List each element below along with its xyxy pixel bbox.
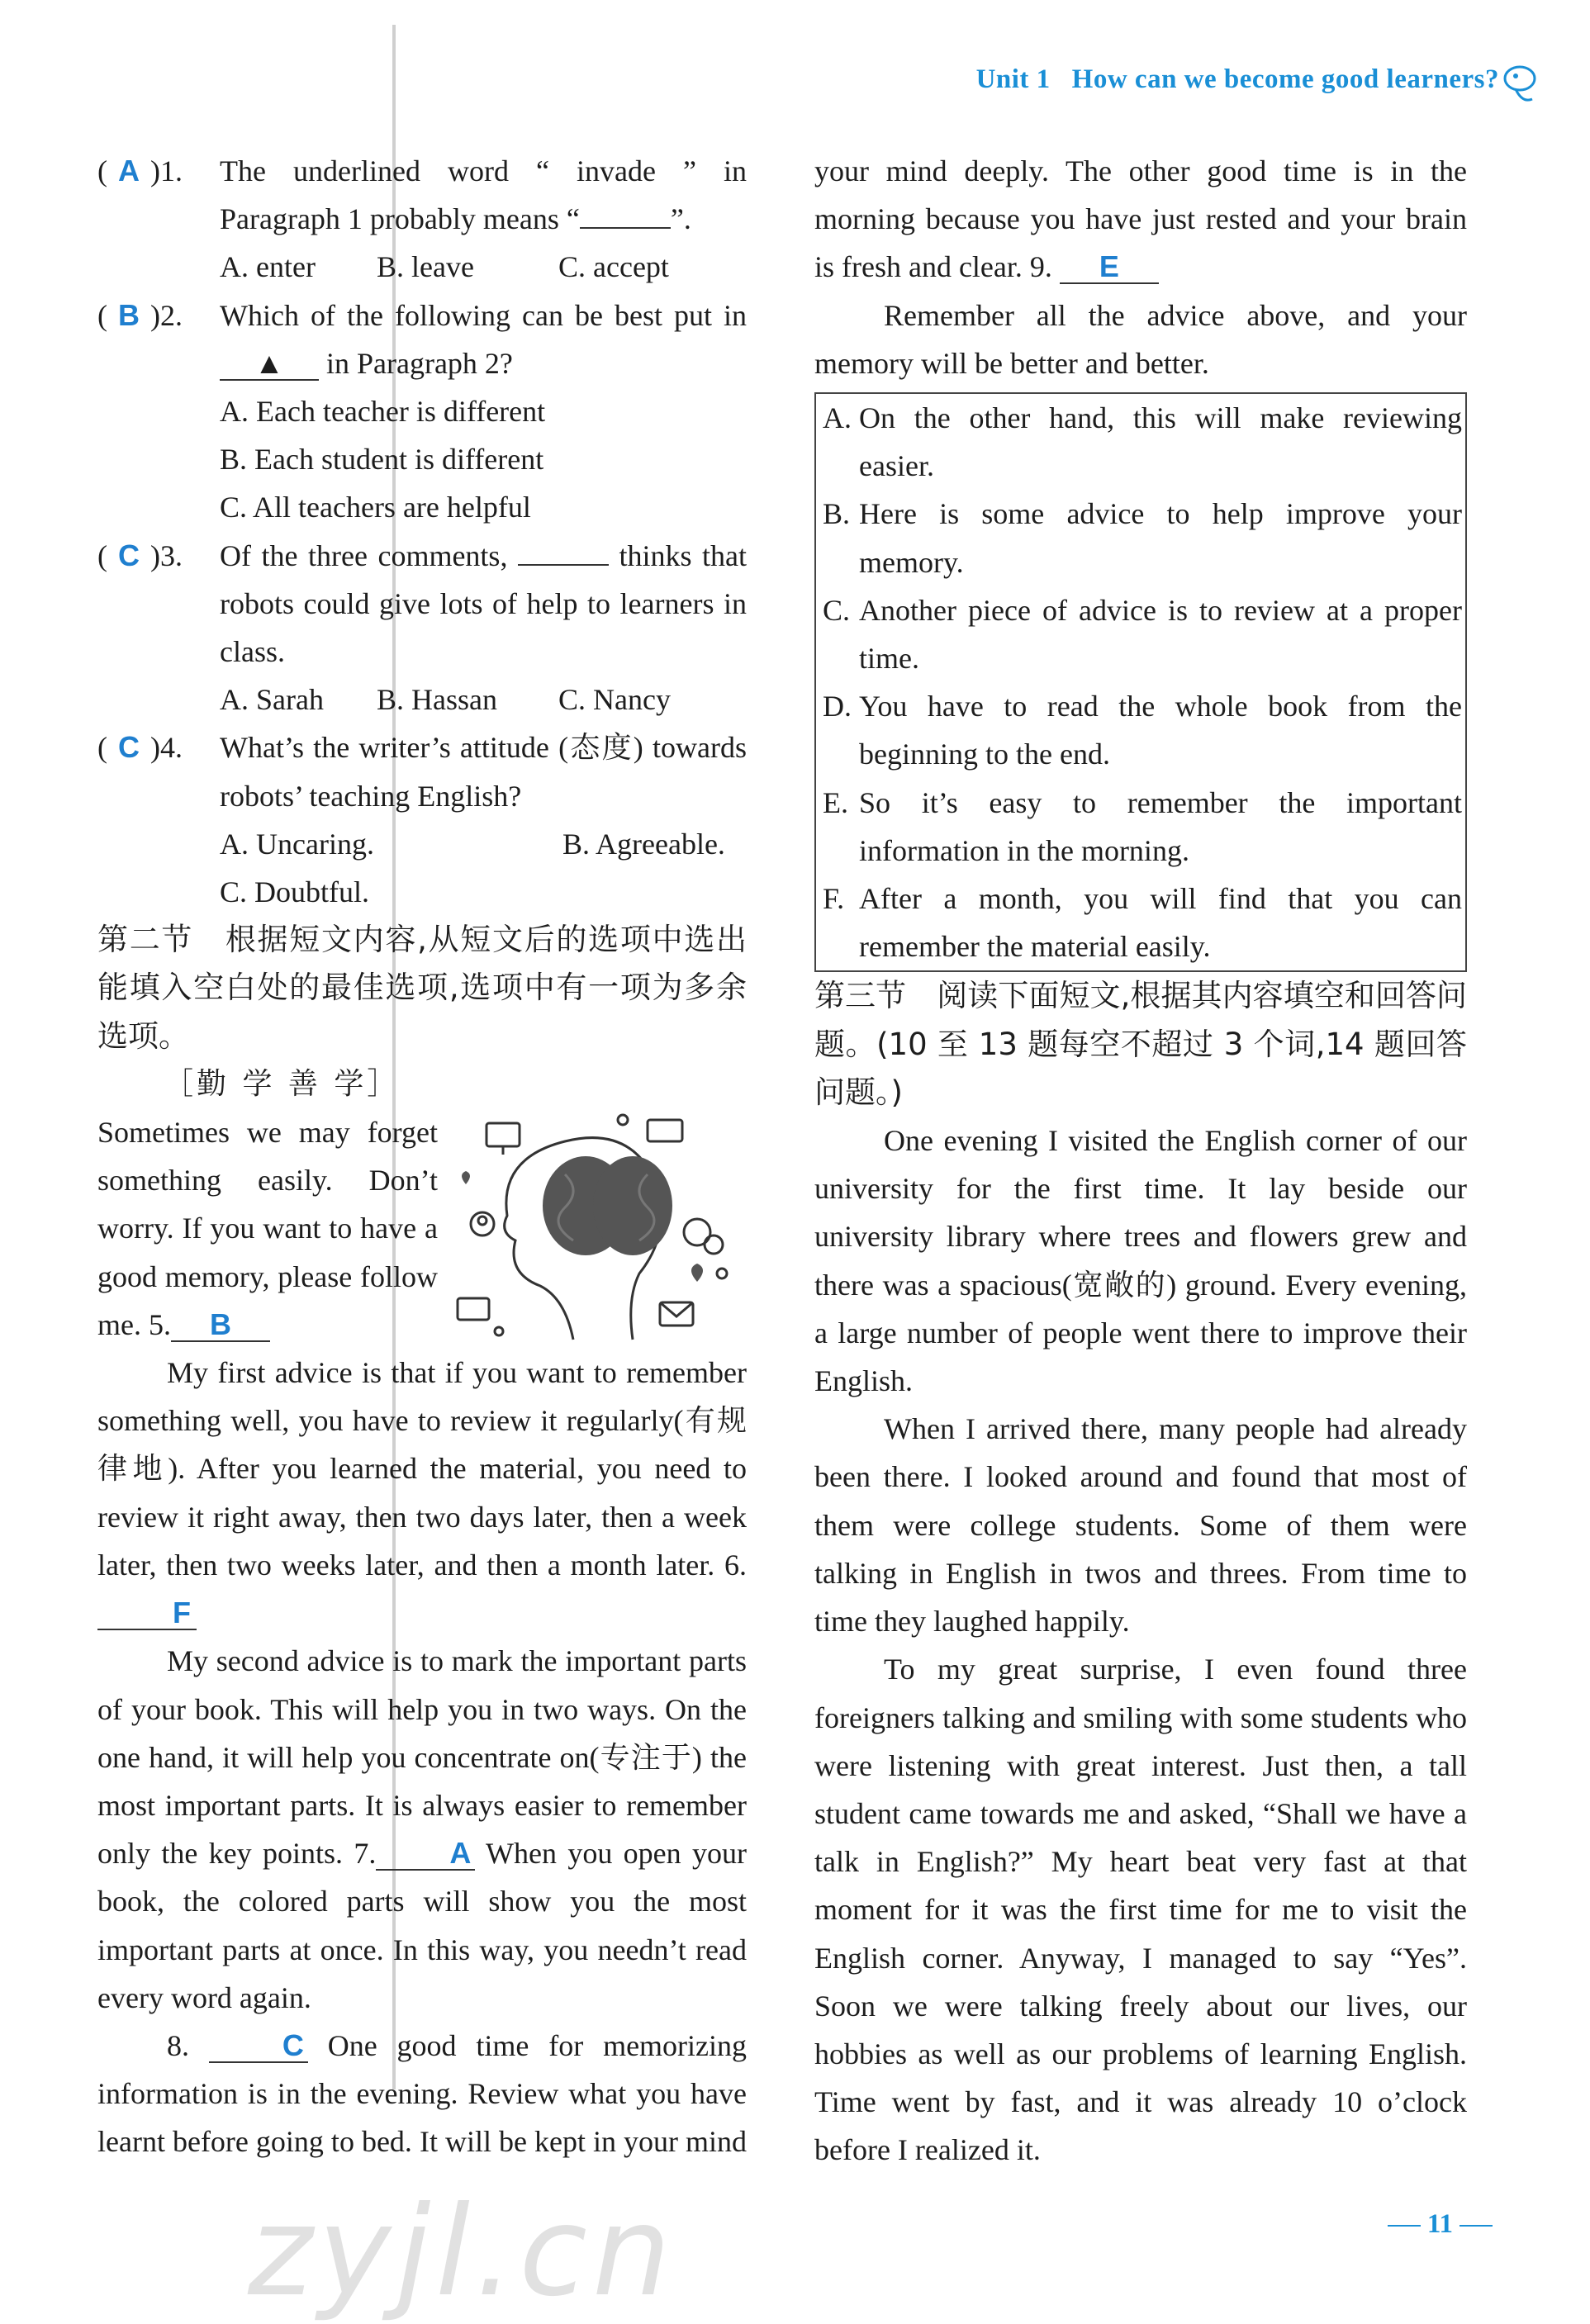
page-number: 11	[1381, 2209, 1499, 2240]
unit-label: Unit 1	[975, 64, 1051, 94]
question-1-options	[97, 243, 747, 291]
answer-8: C	[209, 2030, 308, 2063]
answer-bracket: ( C )3.	[97, 532, 183, 580]
box-option-c: C. Another piece of advice is to review at a proper time.	[823, 593, 1462, 676]
answer-6: F	[97, 1597, 197, 1630]
question-4-options	[97, 820, 747, 868]
left-column	[97, 147, 747, 2166]
option-b: B. Hassan	[377, 683, 497, 717]
section-2-paragraph-5: Remember all the advice above, and your memory will be better and better.	[814, 298, 1467, 380]
section-2-paragraph-4-start: 8. C One good time for memorizing information is in the evening. Review what you have learnt before going to bed. It will be kept in your mind	[97, 2028, 747, 2159]
box-option-d: D. You have to read the whole book from the beginning to the end.	[823, 690, 1462, 771]
answer-bracket: ( B )2.	[97, 292, 183, 339]
section-3-paragraph-1: One evening I visited the English corner of our university for the first time. It lay beside our university library where trees and flowers grew and there was a spacious(宽敞的) ground. Every evening, a large number of people went there to improve their English.	[814, 1124, 1467, 1398]
section-2-heading: 第二节 根据短文内容,从短文后的选项中选出能填入空白处的最佳选项,选项中有一项为多余选项。	[97, 922, 747, 1054]
answer-3: C	[118, 538, 140, 572]
answer-7: A	[376, 1838, 475, 1871]
option-b: B. Each student is different	[220, 443, 544, 477]
section-2-paragraph-2: My first advice is that if you want to remember something well, you have to review it regularly(有规律地). After you learned the material, you need to review it right away, then two days later, then a week later, then two weeks later, and then a month later. 6.F	[97, 1356, 747, 1630]
box-option-e: E. So it’s easy to remember the important information in the morning.	[823, 785, 1462, 867]
section-2-paragraph-3: My second advice is to mark the important parts of your book. This will help you in two ways. On the one hand, it will help you concentrate on(专注于) the most important parts. It is always easier to remember only the key points. 7. A When you open your book, the colored parts will show you the most important parts at once. In this way, you needn’t read every word again.	[97, 1644, 747, 2014]
question-2-stem: Which of the following can be best put in	[220, 298, 747, 332]
section-2-paragraph-4-end: your mind deeply. The other good time is in the morning because you have just rested and your brain is fresh and clear. 9. E	[814, 154, 1467, 284]
answer-1: A	[118, 154, 140, 187]
box-option-a: A. On the other hand, this will make reviewing easier.	[823, 401, 1462, 483]
box-option-f: F. After a month, you will find that you can remember the material easily.	[823, 882, 1462, 964]
section-2-paragraph-1: Sometimes we may forget something easily. Don’t worry. If you want to have a good memory, please follow me. 5. B	[97, 1116, 438, 1341]
question-4-stem: What’s the writer’s attitude (态度) towards robots’ teaching English?	[220, 731, 747, 813]
answer-4: C	[118, 730, 140, 765]
section-2-tag: ［勤 学 善 学］	[164, 1066, 401, 1101]
box-option-b: B. Here is some advice to help improve your memory.	[823, 497, 1462, 579]
option-b: B. Agreeable.	[562, 827, 725, 861]
question-3-stem: Of the three comments,	[220, 538, 508, 572]
answer-2: B	[118, 297, 140, 332]
blank-line	[580, 199, 671, 229]
answer-9: E	[1060, 251, 1159, 284]
option-a: A. Each teacher is different	[220, 395, 546, 429]
question-3: ( C )3. Of the three comments, thinks that robots could give lots of help to learners in class.	[97, 532, 747, 676]
section-3-paragraph-3: To my great surprise, I even found three foreigners talking and smiling with some students who were listening with great interest. Just then, a tall student came towards me and asked, “Shall we have a talk in English?” My heart beat very fast at that moment for it was the first time for me to visit the English corner. Anyway, I managed to say “Yes”. Soon we were talking freely about our lives, our hobbies as well as our problems of learning English. Time went by fast, and it was already 10 o’clock before I realized it.	[814, 1653, 1467, 2167]
question-1-stem: The underlined word “ invade ” in Paragraph 1 probably means “	[220, 154, 747, 236]
question-2: ( B )2. Which of the following can be best put in ▲ in Paragraph 2?	[97, 292, 747, 387]
question-3-options	[97, 676, 747, 723]
triangle-marker-blank: ▲	[220, 348, 319, 381]
question-1: ( A )1. The underlined word “ invade ” in Paragraph 1 probably means “ ”.	[97, 147, 747, 243]
blank-line	[518, 536, 609, 566]
brain-illustration	[449, 1108, 747, 1348]
option-a: A. enter	[220, 250, 316, 284]
option-c: C. All teachers are helpful	[220, 491, 531, 524]
section-3-heading: 第三节 阅读下面短文,根据其内容填空和回答问题。(10 至 13 题每空不超过 3 个词,14 题回答问题。)	[814, 978, 1467, 1110]
option-c: C. accept	[558, 250, 669, 284]
answer-bracket: ( A )1.	[97, 147, 183, 195]
watermark-logo: zyjl.cn	[248, 2180, 676, 2324]
options-box	[814, 392, 1467, 972]
mascot-icon	[1499, 58, 1540, 107]
section-3-paragraph-2: When I arrived there, many people had already been there. I looked around and found that most of them were college students. Some of them were talking in English in twos and threes. From time to time they laughed happily.	[814, 1412, 1467, 1639]
option-c: C. Nancy	[558, 683, 671, 717]
option-b: B. leave	[377, 250, 474, 284]
answer-5: B	[171, 1309, 270, 1342]
option-a: A. Uncaring.	[220, 827, 374, 861]
question-4	[97, 723, 747, 819]
right-column	[814, 147, 1467, 2175]
unit-title: How can we become good learners?	[1071, 64, 1499, 94]
running-header	[976, 64, 1499, 95]
option-c: C. Doubtful.	[220, 875, 370, 909]
answer-bracket: ( C )4.	[97, 723, 183, 771]
option-a: A. Sarah	[220, 683, 324, 717]
